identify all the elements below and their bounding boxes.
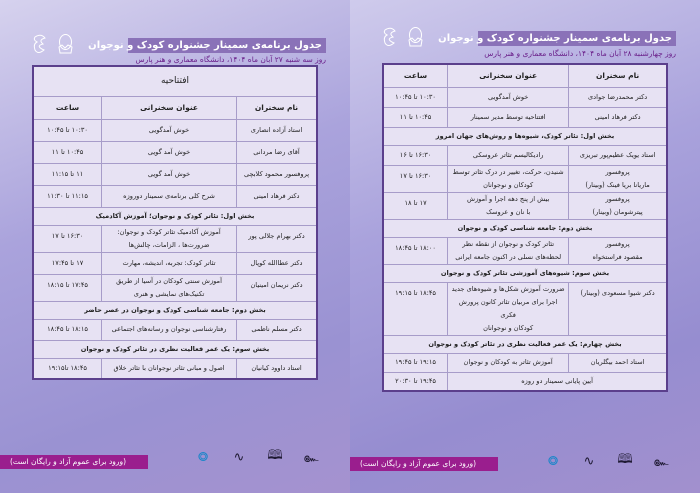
page-subtitle: روز چهارشنبه ۲۸ آبان ماه ۱۴۰۴، دانشگاه معماری و هنر پارس	[484, 49, 676, 58]
talk-title-line: کودکان و نوجوانان	[483, 180, 534, 189]
talk-title: آموزش تئاتر به کودکان و نوجوان	[448, 353, 569, 372]
table-row	[383, 87, 667, 107]
talk-time: ۱۹:۱۵ تا ۱۹:۴۵	[383, 353, 448, 372]
talk-title: اصول و مبانی تئاتر نوجوانان با تئاتر خلاق	[102, 358, 237, 379]
table-row	[33, 225, 317, 252]
talk-title	[102, 225, 237, 252]
talk-title	[102, 274, 237, 301]
talk-title-line: شنیدن، حرکت، تغییر در درک تئاتر توسط	[452, 167, 564, 176]
speaker-name: دکتر فرهاد امینی	[237, 185, 317, 207]
top-logos	[382, 26, 424, 48]
table-row	[383, 107, 667, 127]
sponsor-logos	[540, 452, 674, 470]
table-row	[383, 192, 667, 219]
table-row	[383, 353, 667, 372]
table-row	[383, 145, 667, 165]
header-title: عنوان سخنرانی	[102, 96, 237, 119]
header-time: ساعت	[383, 64, 448, 87]
right-page	[350, 0, 700, 493]
blue-logo-icon: ⭗	[547, 453, 559, 469]
talk-time: ۱۷ تا ۱۷:۴۵	[33, 252, 102, 274]
talk-time: ۱۷:۴۵ تا ۱۸:۱۵	[33, 274, 102, 301]
talk-title: رفتارشناسی نوجوان و رسانه‌های اجتماعی	[102, 319, 237, 340]
schedule-table-day1	[32, 65, 318, 380]
section-heading: بخش سوم: یک عمر فعالیت نظری در تئاتر کودک و نوجوان	[33, 340, 317, 358]
speaker-name: دکتر فرهاد امینی	[569, 107, 667, 127]
talk-time: ۱۰:۳۰ تا ۱۰:۴۵	[383, 87, 448, 107]
table-row	[383, 165, 667, 192]
speaker-name: دکتر محمدرضا جوادی	[569, 87, 667, 107]
header-title: عنوان سخنرانی	[448, 64, 569, 87]
free-entry-banner: (ورود برای عموم آزاد و رایگان است)	[0, 455, 148, 469]
header-time: ساعت	[33, 96, 102, 119]
table-row	[33, 252, 317, 274]
talk-time: ۱۶:۳۰ تا ۱۶	[383, 145, 448, 165]
table-row	[383, 237, 667, 264]
theater-association-icon: ∿	[583, 453, 595, 469]
sponsor-logos	[190, 448, 324, 466]
table-row	[33, 358, 317, 379]
table-row	[33, 319, 317, 340]
talk-time: ۱۷ تا ۱۸	[383, 192, 448, 219]
egg-character-icon	[407, 26, 424, 48]
talk-time: ۱۱ تا ۱۱:۱۵	[33, 163, 102, 185]
header-name: نام سخنران	[569, 64, 667, 87]
talk-time: ۱۸:۱۵ تا ۱۸:۴۵	[33, 319, 102, 340]
theater-association-icon: ∿	[233, 449, 245, 465]
speaker-name	[569, 237, 667, 264]
iran-emblem-icon: ๛	[303, 450, 319, 466]
talk-time: ۱۰:۴۵ تا ۱۱	[383, 107, 448, 127]
speaker-name-line: پیترشومان (وبینار)	[592, 207, 643, 216]
talk-time: ۱۸:۴۵ تا۱۹:۱۵	[33, 358, 102, 379]
speaker-name: آقای رضا مردانی	[237, 141, 317, 163]
speaker-name: استاد آزاده انصاری	[237, 119, 317, 141]
speaker-name	[569, 165, 667, 192]
talk-title	[448, 165, 569, 192]
speaker-name-line: پروفسور	[605, 167, 630, 176]
speaker-name-line: پروفسور	[605, 239, 630, 248]
section-heading: بخش چهارم: یک عمر فعالیت نظری در تئاتر کودک و نوجوان	[383, 335, 667, 353]
talk-title-line: اجرا برای مربیان تئاتر کانون پرورش فکری	[458, 297, 558, 319]
talk-title-line: ضرورت‌ها ، الزامات، چالش‌ها	[128, 240, 210, 249]
closing-time: ۱۹:۴۵ تا ۲۰:۳۰	[383, 372, 448, 391]
talk-title: تئاتر کودک: تجربه، اندیشه، مهارت	[102, 252, 237, 274]
top-logos	[32, 33, 74, 55]
talk-time: ۱۶:۳۰ تا ۱۷	[383, 165, 448, 192]
table-row	[33, 274, 317, 301]
talk-time: ۱۰:۳۰ تا ۱۰:۴۵	[33, 119, 102, 141]
speaker-name: دکتر بهرام جلالی پور	[237, 225, 317, 252]
speaker-name: دکتر نریمان امینیان	[237, 274, 317, 301]
opening-caption: افتتاحیه	[33, 66, 317, 96]
table-row	[383, 282, 667, 335]
talk-title: افتتاحیه توسط مدیر سمینار	[448, 107, 569, 127]
table-row	[33, 119, 317, 141]
ornament-icon	[32, 33, 49, 55]
talk-title: رادیکالیسم تئاتر عروسکی	[448, 145, 569, 165]
section-heading: بخش دوم: جامعه شناسی کودک و نوجوان در عصر حاضر	[33, 301, 317, 319]
speaker-name: استاد احمد بیگلریان	[569, 353, 667, 372]
talk-title-line: بیش از پنج دهه اجرا و آموزش	[466, 194, 550, 203]
talk-title-line: ضرورت آموزش شکل‌ها و شیوه‌های جدید	[451, 284, 565, 293]
schedule-table-day2	[382, 63, 668, 392]
table-row	[33, 185, 317, 207]
free-entry-banner: (ورود برای عموم آزاد و رایگان است)	[350, 457, 498, 471]
talk-title-line: آموزش سنتی کودکان در آسیا از طریق	[116, 276, 222, 285]
table-row	[33, 141, 317, 163]
book-logo-icon: 🕮	[617, 452, 633, 467]
speaker-name: استاد یویک عظیم‌پور تبریزی	[569, 145, 667, 165]
talk-title-line: تئاتر کودک و نوجوان از نقطه نظر	[462, 239, 555, 248]
header-name: نام سخنران	[237, 96, 317, 119]
talk-title	[448, 192, 569, 219]
speaker-name: دکتر عطاالله کوپال	[237, 252, 317, 274]
iran-emblem-icon: ๛	[653, 454, 669, 470]
talk-title-line: با نان و عروسک	[486, 207, 531, 216]
section-heading: بخش سوم: شیوه‌های آموزشی تئاتر کودک و نوجوان	[383, 264, 667, 282]
talk-title	[448, 282, 569, 335]
page-subtitle: روز سه شنبه ۲۷ آبان ماه ۱۴۰۴، دانشگاه معماری و هنر پارس	[135, 55, 326, 64]
talk-title-line: لحظه‌های نسلی در اکنون جامعه ایرانی	[455, 252, 562, 261]
talk-time: ۱۸:۰۰ تا ۱۸:۴۵	[383, 237, 448, 264]
egg-character-icon	[57, 33, 74, 55]
speaker-name: دکتر شیوا مسعودی (وبینار)	[569, 282, 667, 335]
section-heading: بخش دوم: جامعه شناسی کودک و نوجوان	[383, 219, 667, 237]
table-row	[33, 163, 317, 185]
speaker-name: استاد داوود کیانیان	[237, 358, 317, 379]
talk-title	[448, 237, 569, 264]
speaker-name-line: ماریانا بریا فینک (وبینار)	[585, 180, 650, 189]
speaker-name: دکتر مسلم ناظمی	[237, 319, 317, 340]
ornament-icon	[382, 26, 399, 48]
page-title: جدول برنامه‌ی سمینار جشنواره کودک و نوجوان	[478, 31, 676, 46]
section-heading: بخش اول: تئاتر کودک و نوجوان؛ آموزش آکادمیک	[33, 207, 317, 225]
talk-time: ۱۱:۱۵ تا ۱۱:۳۰	[33, 185, 102, 207]
talk-time: ۱۸:۴۵ تا ۱۹:۱۵	[383, 282, 448, 335]
talk-title: شرح کلی برنامه‌ی سمینار دوروزه	[102, 185, 237, 207]
section-heading: بخش اول: تئاتر کودک، شیوه‌ها و روش‌های جهان امروز	[383, 127, 667, 145]
speaker-name	[569, 192, 667, 219]
talk-title-line: تکنیک‌های نمایشی و هنری	[133, 289, 205, 298]
speaker-name-line: مقصود فراستخواه	[592, 252, 643, 261]
talk-title: خوش آمدگویی	[448, 87, 569, 107]
speaker-name-line: پروفسور	[605, 194, 630, 203]
talk-title: خوش آمدگویی	[102, 119, 237, 141]
talk-time: ۱۶:۳۰ تا ۱۷	[33, 225, 102, 252]
blue-logo-icon: ⭗	[197, 449, 209, 465]
speaker-name: پروفسور محمود کلابچی	[237, 163, 317, 185]
talk-title: خوش آمد گویی	[102, 141, 237, 163]
book-logo-icon: 🕮	[267, 448, 283, 463]
page-title: جدول برنامه‌ی سمینار جشنواره کودک و نوجوان	[128, 38, 326, 53]
talk-title-line: آموزش آکادمیک تئاتر کودک و نوجوان:	[117, 227, 221, 236]
closing-row	[383, 372, 667, 391]
talk-title: خوش آمد گویی	[102, 163, 237, 185]
talk-title-line: کودکان و نوجوانان	[483, 323, 534, 332]
closing-title: آیین پایانی سمینار دو روزه	[448, 372, 667, 391]
talk-time: ۱۰:۴۵ تا ۱۱	[33, 141, 102, 163]
